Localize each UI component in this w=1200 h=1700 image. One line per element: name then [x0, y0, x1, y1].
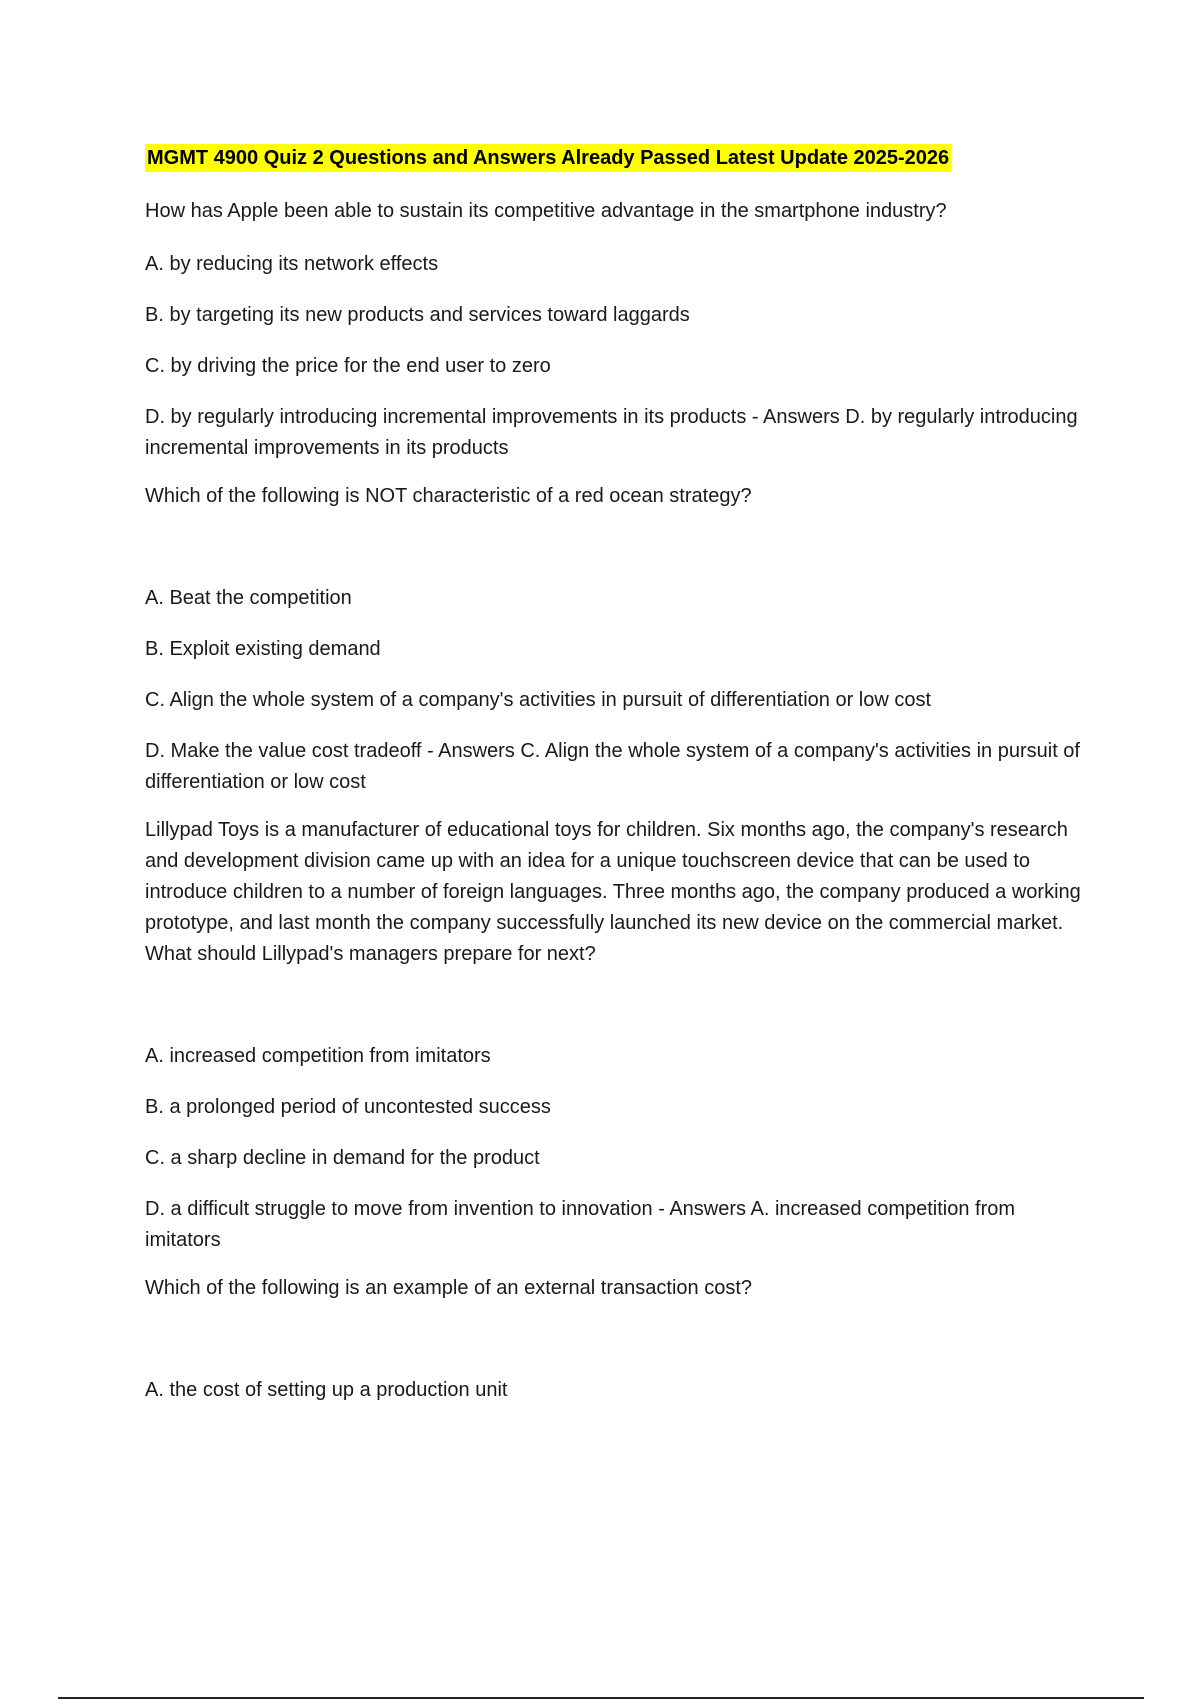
answer-option: C. a sharp decline in demand for the product [145, 1147, 540, 1169]
question-text: How has Apple been able to sustain its competitive advantage in the smartphone industry? [145, 200, 947, 222]
answer-option: B. Exploit existing demand [145, 638, 381, 660]
answer-option: C. Align the whole system of a company's activities in pursuit of differentiation or low cost [145, 689, 932, 711]
document-content [145, 144, 1095, 1426]
answer-option: D. a difficult struggle to move from invention to innovation - Answers A. increased competition from imitators [145, 1198, 1016, 1251]
answer-option: A. increased competition from imitators [145, 1045, 491, 1067]
answer-option: A. Beat the competition [145, 587, 352, 609]
question-text: Lillypad Toys is a manufacturer of educational toys for children. Six months ago, the company's research and development division came up with an idea for a unique touchscreen device that can be used to introduce children to a number of foreign languages. Three months ago, the company produced a working prototype, and last month the company successfully launched its new device on the commercial market. What should Lillypad's managers prepare for next? [145, 819, 1081, 965]
page-divider [58, 1697, 1144, 1699]
answer-option: D. Make the value cost tradeoff - Answers C. Align the whole system of a company's activities in pursuit of differentiation or low cost [145, 740, 1080, 793]
question-block [145, 815, 1095, 1256]
answer-option: D. by regularly introducing incremental improvements in its products - Answers D. by regularly introducing incremental improvements in its products [145, 406, 1078, 459]
question-text: Which of the following is an example of an external transaction cost? [145, 1277, 752, 1299]
answer-option: B. a prolonged period of uncontested success [145, 1096, 551, 1118]
answer-option: C. by driving the price for the end user to zero [145, 355, 551, 377]
question-block [145, 196, 1095, 464]
answer-option: B. by targeting its new products and services toward laggards [145, 304, 690, 326]
question-block [145, 1273, 1095, 1406]
answer-option: A. by reducing its network effects [145, 253, 439, 275]
question-text: Which of the following is NOT characteristic of a red ocean strategy? [145, 485, 752, 507]
document-title: MGMT 4900 Quiz 2 Questions and Answers Already Passed Latest Update 2025-2026 [145, 144, 951, 172]
answer-option: A. the cost of setting up a production unit [145, 1379, 508, 1401]
question-block [145, 481, 1095, 798]
